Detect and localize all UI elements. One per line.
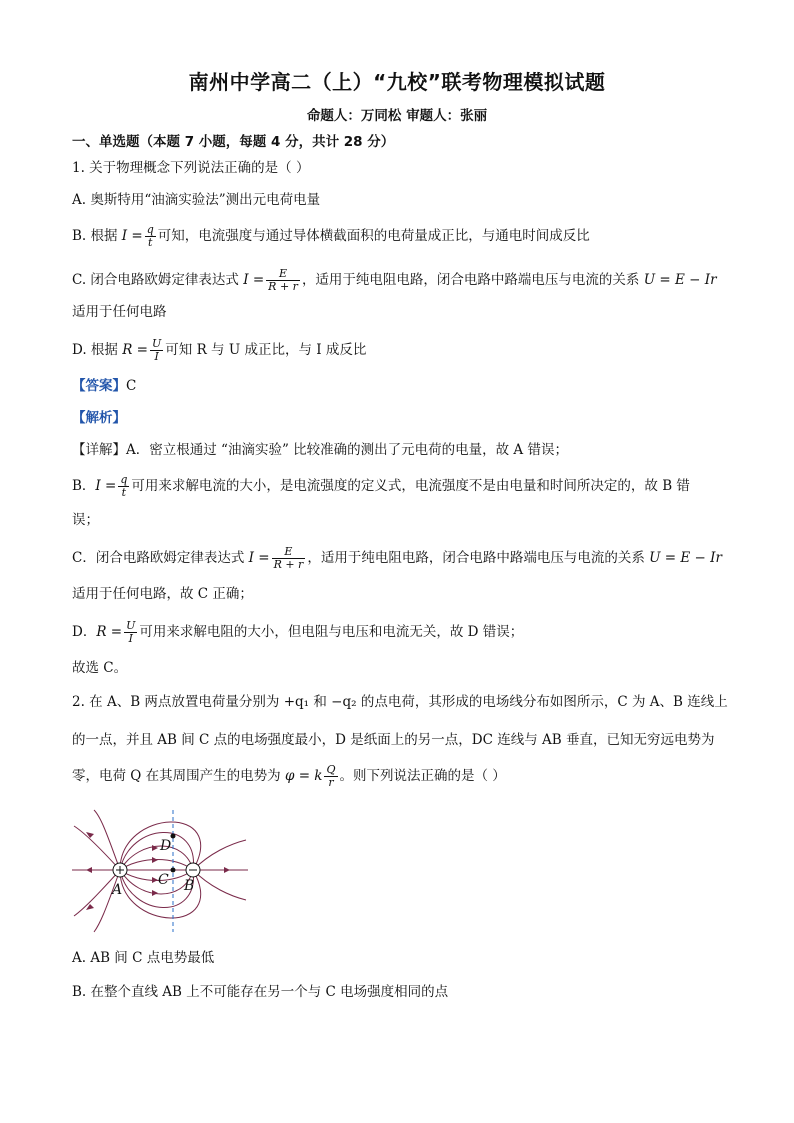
- q1-d-num: U: [152, 337, 162, 350]
- explain-c-prefix: C．闭合电路欧姆定律表达式: [72, 550, 249, 566]
- q1-b-formula-lhs: I =: [121, 228, 143, 244]
- q2-option-b: B. 在整个直线 AB 上不可能存在另一个与 C 电场强度相同的点: [72, 984, 449, 1000]
- q1-explain-d: [72, 620, 523, 645]
- q2-fraction: [324, 764, 337, 789]
- q1-choose: 故选 C。: [72, 660, 128, 676]
- answer-value: C: [126, 378, 137, 394]
- label-c: C: [158, 872, 169, 888]
- field-line-upper-1: [120, 860, 193, 871]
- arrow-lower-2: [152, 890, 158, 896]
- electric-field-diagram: [70, 808, 250, 933]
- q1-d-text: 可知 R 与 U 成正比，与 I 成反比: [165, 342, 367, 358]
- explain-d-prefix: D．: [72, 624, 97, 640]
- q1-explain-b: [72, 474, 690, 499]
- q1-explain-c-tail: 适用于任何电路，故 C 正确；: [72, 586, 253, 602]
- arrow-upper-1: [152, 857, 158, 863]
- explain-d-text: 可用来求解电阻的大小，但电阻与电压和电流无关，故 D 错误；: [139, 624, 524, 640]
- q1-analysis-tag: [72, 408, 126, 428]
- q2-line3-text: 。则下列说法正确的是（ ）: [339, 768, 506, 784]
- explain-b-prefix: B．: [72, 478, 96, 494]
- q1-c-den: R + r: [268, 280, 298, 293]
- q2-stem-line3: [72, 764, 506, 789]
- section-heading: 一、单选题（本题 7 小题，每题 4 分，共计 28 分）: [72, 134, 395, 150]
- q1-c-equation: U = E − Ir: [643, 272, 717, 288]
- field-line-out-1: [74, 826, 120, 870]
- q1-explain-b-tail: 误；: [72, 512, 99, 528]
- detail-tag: 【详解】: [72, 442, 126, 458]
- q1-option-a: A. 奥斯特用“油滴实验法”测出元电荷电量: [72, 192, 321, 208]
- point-c-dot: [171, 868, 176, 873]
- field-line-lower-2: [120, 870, 193, 894]
- q1-c-prefix: C. 闭合电路欧姆定律表达式: [72, 272, 244, 288]
- authors-line: 命题人：万同松 审题人：张丽: [306, 108, 488, 124]
- q2-formula-lhs: φ = k: [284, 768, 323, 784]
- q1-option-d: [72, 338, 366, 363]
- field-line-lower-1: [120, 870, 193, 881]
- field-line-out-3: [94, 810, 120, 870]
- explain-c-den: R + r: [273, 558, 304, 571]
- q1-option-c: [72, 268, 717, 293]
- q1-b-num: q: [146, 223, 154, 236]
- label-d: D: [160, 838, 172, 854]
- q1-option-b: [72, 224, 590, 249]
- explain-b-formula-lhs: I =: [95, 478, 117, 494]
- explain-c-fraction: [272, 546, 306, 571]
- explain-d-den: I: [128, 632, 133, 645]
- q2-den: r: [328, 776, 334, 789]
- q1-c-num: E: [266, 268, 300, 281]
- page-title: 南州中学高二（上）“九校”联考物理模拟试题: [188, 70, 606, 94]
- explain-c-formula-lhs: I =: [248, 550, 270, 566]
- explain-c-num: E: [272, 546, 306, 559]
- point-d-dot: [171, 834, 176, 839]
- explain-b-den: t: [121, 486, 127, 499]
- q1-c-formula-lhs: I =: [243, 272, 265, 288]
- q1-b-fraction: [145, 224, 156, 249]
- arrow-axis-left: [86, 867, 92, 873]
- explain-c-text: ，适用于纯电阻电路，闭合电路中路端电压与电流的关系: [307, 550, 650, 566]
- analysis-tag: 【解析】: [72, 410, 126, 426]
- field-line-out-4: [94, 870, 123, 932]
- explain-b-num: q: [120, 473, 128, 486]
- q2-stem-line2: 的一点，并且 AB 间 C 点的电场强度最小，D 是纸面上的另一点，DC 连线与 AB 垂直，已知无穷远电势为: [72, 732, 715, 748]
- field-line-upper-2: [120, 846, 193, 870]
- explain-d-num: U: [126, 619, 136, 632]
- answer-tag: 【答案】: [72, 378, 126, 394]
- q2-stem-line1: 2. 在 A、B 两点放置电荷量分别为 +q₁ 和 −q₂ 的点电荷，其形成的电场线分布如图所示，C 为 A、B 连线上: [72, 694, 728, 710]
- q1-d-den: I: [154, 350, 159, 363]
- q1-c-fraction: [266, 268, 300, 293]
- q2-num: Q: [326, 763, 336, 776]
- q1-b-prefix: B. 根据: [72, 228, 122, 244]
- explain-b-text: 可用来求解电流的大小，是电流强度的定义式，电流强度不是由电量和时间所决定的，故 B 错: [131, 478, 690, 494]
- q2-line3-prefix: 零，电荷 Q 在其周围产生的电势为: [72, 768, 285, 784]
- q1-answer: [72, 376, 136, 396]
- q1-b-den: t: [148, 236, 153, 249]
- q2-option-a: A. AB 间 C 点电势最低: [72, 950, 215, 966]
- label-b: B: [184, 878, 195, 894]
- explain-b-fraction: [118, 474, 129, 499]
- explain-a-text: A．密立根通过 “油滴实验” 比较准确的测出了元电荷的电量，故 A 错误；: [126, 442, 568, 458]
- label-a: A: [112, 882, 123, 898]
- q1-d-formula-lhs: R =: [122, 342, 148, 358]
- explain-d-fraction: [124, 620, 137, 645]
- arrow-axis-right: [224, 867, 230, 873]
- q1-option-c-tail: 适用于任何电路: [72, 304, 167, 320]
- q1-d-fraction: [150, 338, 163, 363]
- q1-d-prefix: D. 根据: [72, 342, 123, 358]
- q1-b-text: 可知，电流强度与通过导体横截面积的电荷量成正比，与通电时间成反比: [157, 228, 590, 244]
- explain-d-formula-lhs: R =: [96, 624, 123, 640]
- q1-explain-c: [72, 546, 722, 571]
- q1-stem: 1. 关于物理概念下列说法正确的是（ ）: [72, 160, 310, 176]
- q1-c-text: ，适用于纯电阻电路，闭合电路中路端电压与电流的关系: [301, 272, 644, 288]
- q1-explain-a: [72, 440, 568, 460]
- explain-c-equation: U = E − Ir: [649, 550, 722, 566]
